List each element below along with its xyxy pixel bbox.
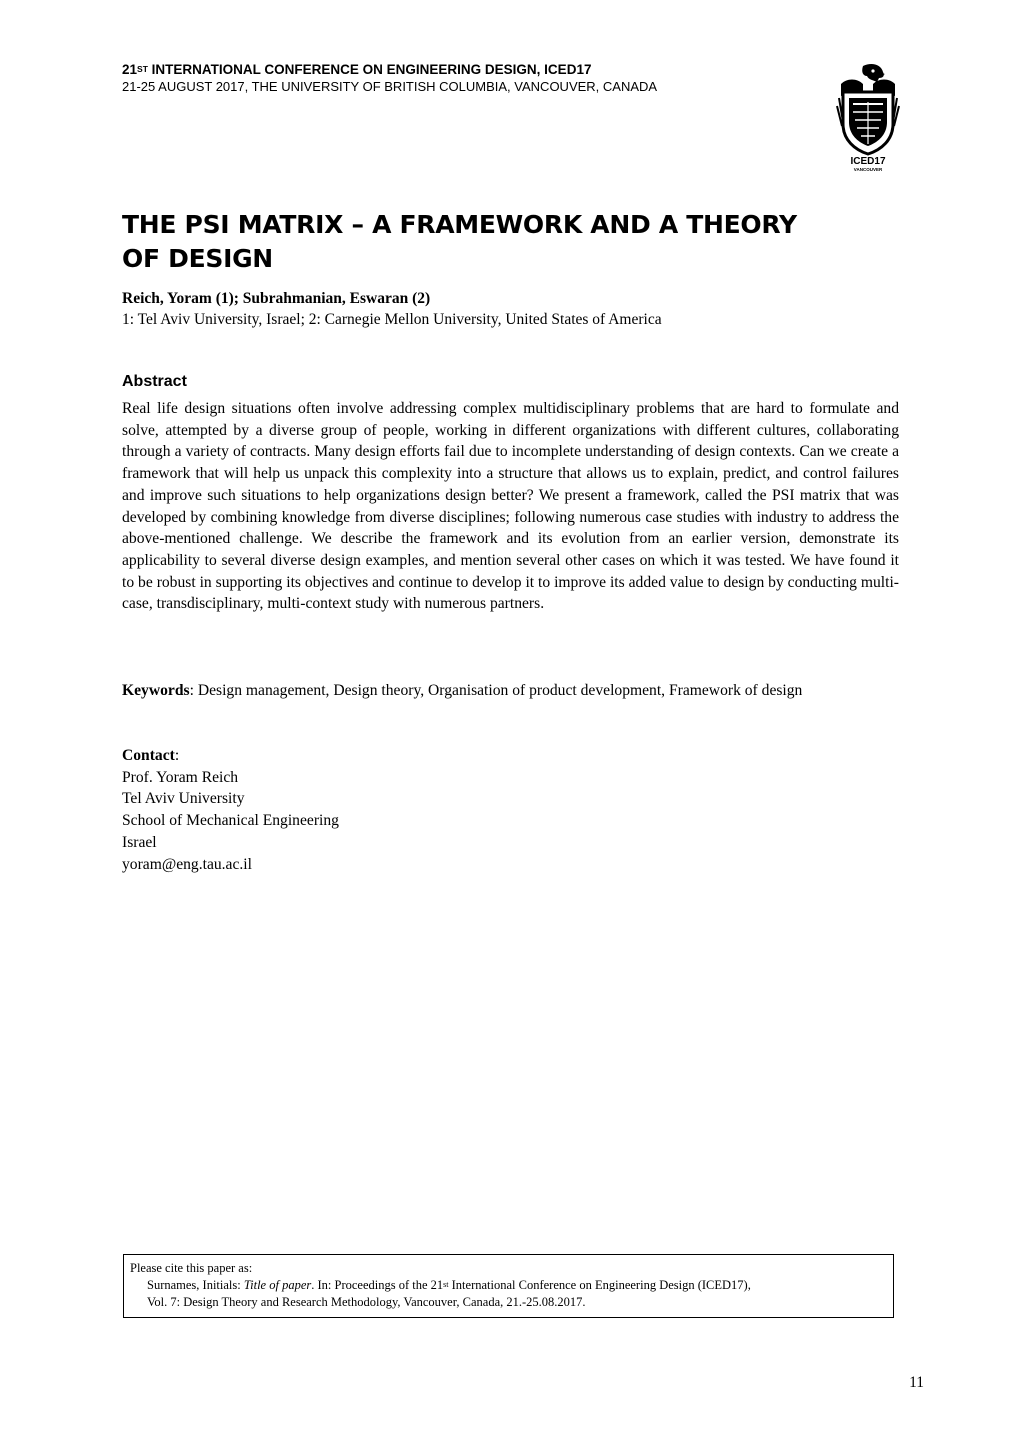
contact-country: Israel xyxy=(122,833,157,851)
conference-dates-place: 21-25 AUGUST 2017, THE UNIVERSITY OF BRITISH COLUMBIA, VANCOUVER, CANADA xyxy=(122,79,658,94)
author-names: Reich, Yoram (1); Subrahmanian, Eswaran (2) xyxy=(122,290,431,307)
page-number: 11 xyxy=(909,1374,924,1391)
contact-email[interactable]: yoram@eng.tau.ac.il xyxy=(122,855,252,873)
contact-institution: Tel Aviv University xyxy=(122,790,245,808)
logo-city: VANCOUVER xyxy=(853,167,883,172)
eagle-crest-logo xyxy=(833,62,903,174)
author-block xyxy=(122,288,902,330)
contact-name: Prof. Yoram Reich xyxy=(122,768,239,786)
author-affiliations: 1: Tel Aviv University, Israel; 2: Carnegie Mellon University, United States of America xyxy=(122,311,662,328)
keywords-text: Design management, Design theory, Organisation of product development, Framework of design xyxy=(197,682,803,699)
citation-box xyxy=(123,1254,894,1318)
logo-name: ICED17 xyxy=(850,156,886,167)
contact-block: Contact: Prof. Yoram Reich Tel Aviv University School of Mechanical Engineering Israel yoram@eng.tau.ac.il xyxy=(122,745,622,875)
conference-header xyxy=(122,62,782,95)
keywords: Keywords: Design management, Design theory, Organisation of product development, Framework of design xyxy=(122,682,803,699)
keywords-label: Keywords xyxy=(122,682,190,699)
contact-label: Contact xyxy=(122,747,175,764)
citation-line-1: Surnames, Initials: Title of paper. In: Proceedings of the 21st International Conference on Engineering Design (ICED17), xyxy=(147,1278,751,1292)
contact-school: School of Mechanical Engineering xyxy=(122,812,339,830)
abstract-heading: Abstract xyxy=(122,373,187,390)
conference-name: 21ST INTERNATIONAL CONFERENCE ON ENGINEERING DESIGN, ICED17 xyxy=(122,62,592,77)
paper-title: THE PSI MATRIX – A FRAMEWORK AND A THEORY OF DESIGN xyxy=(122,210,797,273)
citation-intro: Please cite this paper as: xyxy=(130,1261,253,1275)
citation-line-2: Vol. 7: Design Theory and Research Methodology, Vancouver, Canada, 21.-25.08.2017. xyxy=(147,1295,586,1309)
abstract-text: Real life design situations often involve addressing complex multidisciplinary problems that are hard to formulate and solve, attempted by a diverse group of people, working in different organizations with different cultures, collaborating through a variety of contracts. Many design efforts fail due to incomplete understanding of design contexts. Can we create a framework that will help us unpack this complexity into a structure that allows us to explain, predict, and control failures and improve such situations to help organizations design better? We present a framework, called the PSI matrix that was developed by combining knowledge from diverse disciplines; following numerous case studies with industry to address the above-mentioned challenge. We describe the framework and its evolution from an earlier version, demonstrate its applicability to several diverse design examples, and mention several other cases on which it was tested. We have found it to be robust in supporting its objectives and continue to develop it to improve its added value to design by conducting multi-case, transdisciplinary, multi-context study with numerous partners. xyxy=(122,400,899,613)
